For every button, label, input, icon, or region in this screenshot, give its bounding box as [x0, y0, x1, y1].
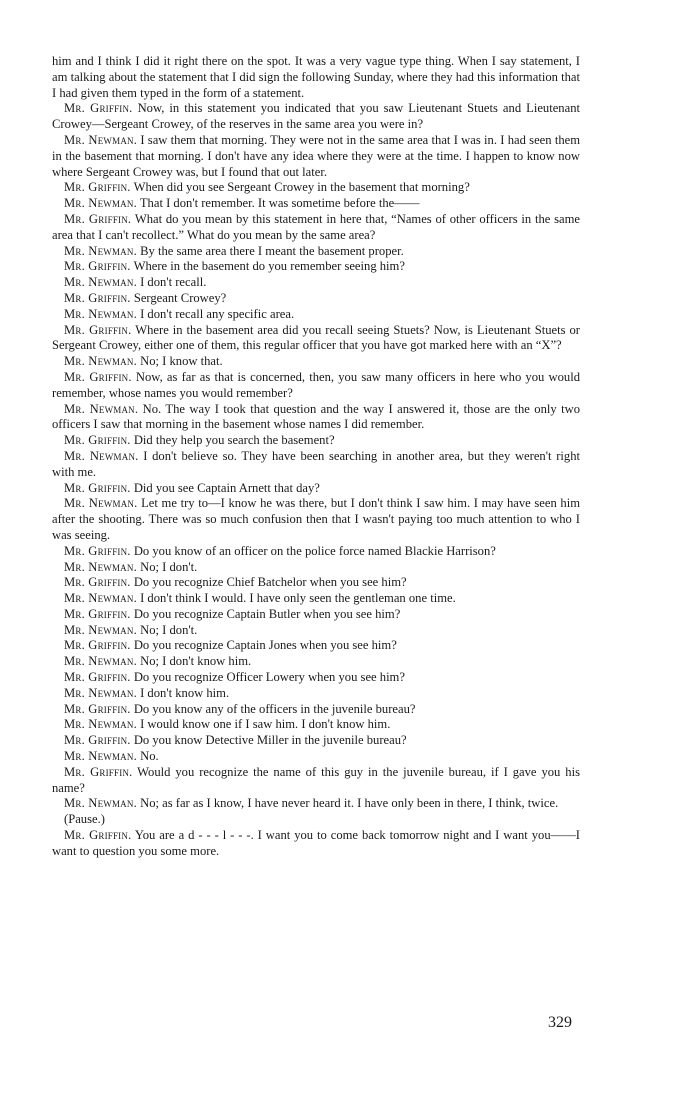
- speech-text: No; I don't.: [140, 559, 198, 574]
- speaker-name: Mr. Newman.: [64, 591, 137, 606]
- transcript-paragraph: [52, 481, 580, 497]
- speaker-name: Mr. Griffin.: [64, 180, 131, 195]
- transcript-paragraph: [52, 323, 580, 355]
- transcript-paragraph: [52, 54, 580, 101]
- speaker-name: Mr. Griffin.: [64, 101, 133, 116]
- transcript-paragraph: [52, 654, 580, 670]
- speech-text: him and I think I did it right there on the spot. It was a very vague type thing. When I say statement, I am talking about the statement that I did sign the following Sunday, where they had this information that I had given them typed in the form of a statement.: [52, 54, 580, 100]
- speech-text: Where in the basement area did you recall seeing Stuets? Now, is Lieutenant Stuets or Sergeant Crowey, either one of them, this regular officer that you have got marked here with an “X”?: [52, 322, 580, 353]
- transcript-paragraph: [52, 828, 580, 860]
- speech-text: No; as far as I know, I have never heard it. I have only been in there, I think, twice.: [140, 796, 559, 811]
- speaker-name: Mr. Griffin.: [64, 369, 132, 384]
- speaker-name: Mr. Newman.: [64, 448, 139, 463]
- speech-text: Do you recognize Captain Jones when you see him?: [133, 638, 397, 653]
- transcript-paragraph: [52, 433, 580, 449]
- speaker-name: Mr. Newman.: [64, 622, 137, 637]
- transcript-paragraph: [52, 496, 580, 543]
- speech-text: Do you know any of the officers in the juvenile bureau?: [133, 701, 416, 716]
- speaker-name: Mr. Griffin.: [64, 480, 131, 495]
- speaker-name: Mr. Newman.: [64, 749, 137, 764]
- speech-text: Would you recognize the name of this guy in the juvenile bureau, if I gave you his name?: [52, 764, 580, 795]
- speech-text: By the same area there I meant the basement proper.: [140, 243, 404, 258]
- transcript-paragraph: [52, 670, 580, 686]
- transcript-paragraph: [52, 796, 580, 812]
- speaker-name: Mr. Griffin.: [64, 733, 131, 748]
- transcript-paragraph: [52, 544, 580, 560]
- speaker-name: Mr. Griffin.: [64, 575, 131, 590]
- transcript-paragraph: [52, 259, 580, 275]
- speaker-name: Mr. Griffin.: [64, 828, 132, 843]
- transcript-paragraph: [52, 765, 580, 797]
- transcript-paragraph: [52, 133, 580, 180]
- speaker-name: Mr. Newman.: [64, 306, 137, 321]
- speaker-name: Mr. Griffin.: [64, 606, 131, 621]
- speaker-name: Mr. Griffin.: [64, 764, 133, 779]
- speech-text: (Pause.): [64, 812, 105, 827]
- speaker-name: Mr. Griffin.: [64, 290, 131, 305]
- speaker-name: Mr. Griffin.: [64, 701, 131, 716]
- speaker-name: Mr. Newman.: [64, 496, 138, 511]
- speech-text: No; I don't.: [140, 622, 198, 637]
- speech-text: Do you know of an officer on the police force named Blackie Harrison?: [133, 543, 496, 558]
- transcript-paragraph: [52, 623, 580, 639]
- speech-text: I don't know him.: [140, 685, 230, 700]
- speech-text: I would know one if I saw him. I don't know him.: [140, 717, 391, 732]
- transcript-page: [52, 54, 580, 860]
- transcript-paragraph: [52, 702, 580, 718]
- transcript-paragraph: [52, 307, 580, 323]
- speech-text: I don't believe so. They have been searching in another area, but they weren't right with me.: [52, 448, 580, 479]
- speaker-name: Mr. Griffin.: [64, 670, 131, 685]
- speaker-name: Mr. Newman.: [64, 717, 137, 732]
- speech-text: Do you know Detective Miller in the juvenile bureau?: [133, 733, 407, 748]
- transcript-paragraph: [52, 638, 580, 654]
- speech-text: That I don't remember. It was sometime before the——: [139, 196, 420, 211]
- transcript-paragraph: [52, 275, 580, 291]
- speaker-name: Mr. Griffin.: [64, 638, 131, 653]
- speaker-name: Mr. Newman.: [64, 354, 137, 369]
- speaker-name: Mr. Newman.: [64, 196, 137, 211]
- transcript-paragraph: [52, 560, 580, 576]
- speech-text: Now, as far as that is concerned, then, you saw many officers in here who you would remember, whose names you would remember?: [52, 369, 580, 400]
- speaker-name: Mr. Newman.: [64, 401, 139, 416]
- speaker-name: Mr. Newman.: [64, 685, 137, 700]
- transcript-paragraph: [52, 354, 580, 370]
- speech-text: No; I don't know him.: [140, 654, 252, 669]
- speech-text: What do you mean by this statement in here that, “Names of other officers in the same area that I can't recollect.” What do you mean by the same area?: [52, 211, 580, 242]
- transcript-paragraph: [52, 717, 580, 733]
- transcript-paragraph: [52, 591, 580, 607]
- speech-text: Did they help you search the basement?: [133, 433, 335, 448]
- speaker-name: Mr. Griffin.: [64, 211, 132, 226]
- speaker-name: Mr. Griffin.: [64, 543, 131, 558]
- transcript-paragraph: [52, 101, 580, 133]
- transcript-paragraph: [52, 607, 580, 623]
- transcript-paragraph: [52, 575, 580, 591]
- transcript-paragraph: [52, 370, 580, 402]
- speaker-name: Mr. Newman.: [64, 132, 138, 147]
- transcript-paragraph: [52, 686, 580, 702]
- transcript-paragraph: [52, 212, 580, 244]
- speaker-name: Mr. Newman.: [64, 796, 137, 811]
- transcript-paragraph: [52, 749, 580, 765]
- transcript-paragraph: [52, 196, 580, 212]
- speech-text: I don't think I would. I have only seen the gentleman one time.: [140, 591, 456, 606]
- speaker-name: Mr. Newman.: [64, 654, 137, 669]
- speech-text: No.: [140, 749, 159, 764]
- speaker-name: Mr. Griffin.: [64, 322, 132, 337]
- transcript-paragraph: [52, 733, 580, 749]
- speaker-name: Mr. Newman.: [64, 275, 137, 290]
- transcript-paragraph: [52, 449, 580, 481]
- speech-text: I don't recall.: [140, 275, 207, 290]
- speech-text: I saw them that morning. They were not in the same area that I was in. I had seen them in the basement that morning. I don't have any idea where they were at the time. I happen to know now where Sergeant Crowey was, but I found that out later.: [52, 132, 580, 179]
- transcript-paragraph: [52, 812, 580, 828]
- page-number: 329: [548, 1014, 572, 1031]
- speech-text: Do you recognize Captain Butler when you see him?: [133, 606, 401, 621]
- speech-text: Do you recognize Officer Lowery when you see him?: [133, 670, 405, 685]
- speech-text: Where in the basement do you remember seeing him?: [133, 259, 405, 274]
- speech-text: Now, in this statement you indicated that you saw Lieutenant Stuets and Lieutenant Crowey—Sergeant Crowey, of the reserves in the same area you were in?: [52, 101, 580, 132]
- transcript-paragraph: [52, 244, 580, 260]
- speech-text: Let me try to—I know he was there, but I don't think I saw him. I may have seen him after the shooting. There was so much confusion then that I wasn't paying too much attention to who I was seeing.: [52, 496, 581, 542]
- speech-text: No. The way I took that question and the way I answered it, those are the only two officers I saw that morning in the basement whose names I did remember.: [52, 401, 581, 432]
- speech-text: Did you see Captain Arnett that day?: [133, 480, 320, 495]
- speech-text: Do you recognize Chief Batchelor when you see him?: [133, 575, 407, 590]
- speaker-name: Mr. Griffin.: [64, 259, 131, 274]
- speaker-name: Mr. Newman.: [64, 559, 137, 574]
- speech-text: No; I know that.: [140, 354, 223, 369]
- speech-text: When did you see Sergeant Crowey in the basement that morning?: [133, 180, 470, 195]
- transcript-paragraph: [52, 402, 580, 434]
- speech-text: I don't recall any specific area.: [140, 306, 295, 321]
- speaker-name: Mr. Newman.: [64, 243, 137, 258]
- speech-text: Sergeant Crowey?: [133, 290, 227, 305]
- speaker-name: Mr. Griffin.: [64, 433, 131, 448]
- transcript-paragraph: [52, 291, 580, 307]
- transcript-paragraph: [52, 180, 580, 196]
- speech-text: You are a d - - - l - - -. I want you to come back tomorrow night and I want you——I want to question you some more.: [52, 828, 580, 858]
